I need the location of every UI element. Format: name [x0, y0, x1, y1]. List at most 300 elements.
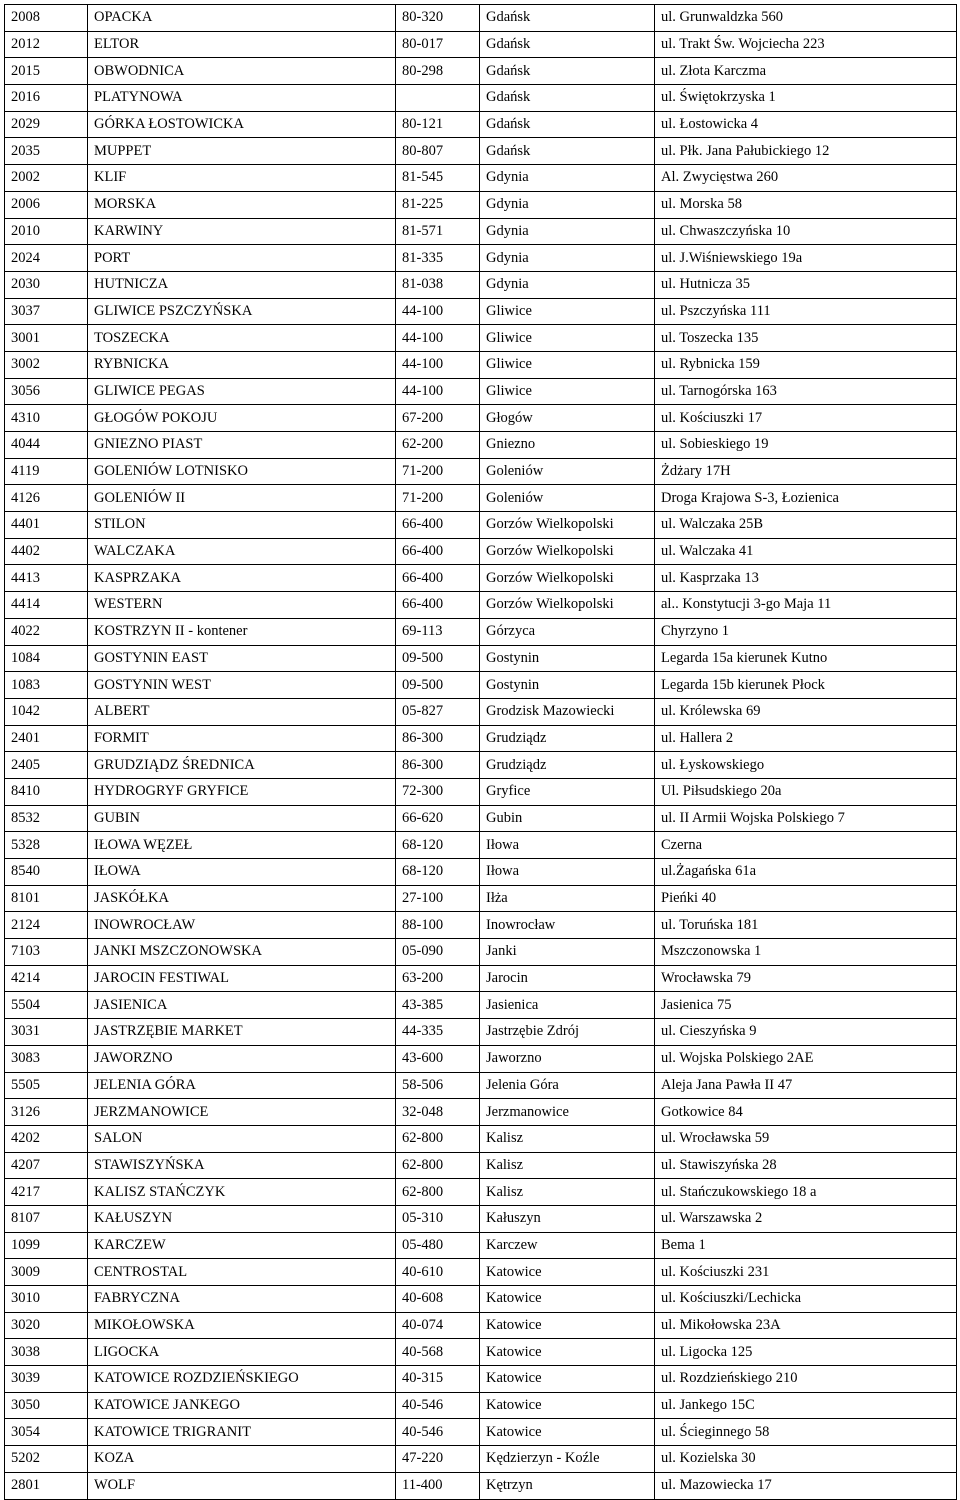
postal-code-cell: 43-600 [396, 1045, 480, 1072]
postal-code-cell: 58-506 [396, 1072, 480, 1099]
station-name-cell: KOSTRZYN II - kontener [88, 618, 396, 645]
postal-code-cell: 44-100 [396, 325, 480, 352]
address-cell: ul. Walczaka 25B [655, 512, 957, 539]
table-row [5, 1286, 957, 1313]
address-cell: Droga Krajowa S-3, Łozienica [655, 485, 957, 512]
table-row [5, 1045, 957, 1072]
postal-code-cell: 62-800 [396, 1179, 480, 1206]
station-name-cell: MUPPET [88, 138, 396, 165]
city-cell: Kętrzyn [480, 1472, 655, 1499]
table-row [5, 138, 957, 165]
city-cell: Gliwice [480, 298, 655, 325]
city-cell: Gdańsk [480, 85, 655, 112]
station-code-cell: 4217 [5, 1179, 88, 1206]
station-name-cell: MORSKA [88, 191, 396, 218]
postal-code-cell: 47-220 [396, 1446, 480, 1473]
station-code-cell: 2024 [5, 245, 88, 272]
address-cell: ul. Kasprzaka 13 [655, 565, 957, 592]
station-code-cell: 2401 [5, 725, 88, 752]
city-cell: Gdańsk [480, 5, 655, 32]
city-cell: Janki [480, 939, 655, 966]
city-cell: Gryfice [480, 778, 655, 805]
address-cell: ul. Cieszyńska 9 [655, 1019, 957, 1046]
address-cell: ul. Królewska 69 [655, 698, 957, 725]
address-cell: ul. Rybnicka 159 [655, 351, 957, 378]
table-row [5, 298, 957, 325]
postal-code-cell: 40-568 [396, 1339, 480, 1366]
city-cell: Kędzierzyn - Koźle [480, 1446, 655, 1473]
postal-code-cell: 09-500 [396, 672, 480, 699]
address-cell: Mszczonowska 1 [655, 939, 957, 966]
table-row [5, 592, 957, 619]
table-row [5, 245, 957, 272]
station-name-cell: PLATYNOWA [88, 85, 396, 112]
station-name-cell: JASTRZĘBIE MARKET [88, 1019, 396, 1046]
postal-code-cell: 66-400 [396, 512, 480, 539]
city-cell: Głogów [480, 405, 655, 432]
postal-code-cell: 71-200 [396, 458, 480, 485]
address-cell: ul. Ścieginnego 58 [655, 1419, 957, 1446]
city-cell: Grudziądz [480, 725, 655, 752]
city-cell: Gdynia [480, 191, 655, 218]
station-name-cell: FABRYCZNA [88, 1286, 396, 1313]
table-row [5, 1419, 957, 1446]
station-code-cell: 3002 [5, 351, 88, 378]
city-cell: Gubin [480, 805, 655, 832]
station-name-cell: FORMIT [88, 725, 396, 752]
station-name-cell: KARCZEW [88, 1232, 396, 1259]
table-row [5, 1019, 957, 1046]
postal-code-cell: 80-807 [396, 138, 480, 165]
address-cell: ul. Tarnogórska 163 [655, 378, 957, 405]
station-name-cell: PORT [88, 245, 396, 272]
station-code-cell: 3009 [5, 1259, 88, 1286]
station-code-cell: 2124 [5, 912, 88, 939]
table-row [5, 725, 957, 752]
table-row [5, 698, 957, 725]
station-code-cell: 2035 [5, 138, 88, 165]
table-row [5, 1099, 957, 1126]
station-name-cell: JASKÓŁKA [88, 885, 396, 912]
postal-code-cell: 44-335 [396, 1019, 480, 1046]
table-row [5, 1339, 957, 1366]
station-code-cell: 2010 [5, 218, 88, 245]
station-name-cell: KATOWICE ROZDZIEŃSKIEGO [88, 1366, 396, 1393]
address-cell: ul. Łostowicka 4 [655, 111, 957, 138]
address-cell: Ul. Piłsudskiego 20a [655, 778, 957, 805]
postal-code-cell: 32-048 [396, 1099, 480, 1126]
station-code-cell: 3010 [5, 1286, 88, 1313]
station-name-cell: HUTNICZA [88, 271, 396, 298]
city-cell: Jerzmanowice [480, 1099, 655, 1126]
table-row [5, 1259, 957, 1286]
city-cell: Katowice [480, 1392, 655, 1419]
station-code-cell: 3031 [5, 1019, 88, 1046]
station-code-cell: 3037 [5, 298, 88, 325]
station-name-cell: JAROCIN FESTIWAL [88, 965, 396, 992]
city-cell: Katowice [480, 1366, 655, 1393]
postal-code-cell: 71-200 [396, 485, 480, 512]
station-name-cell: GÓRKA ŁOSTOWICKA [88, 111, 396, 138]
city-cell: Gdynia [480, 271, 655, 298]
station-code-cell: 4402 [5, 538, 88, 565]
city-cell: Gostynin [480, 672, 655, 699]
station-name-cell: CENTROSTAL [88, 1259, 396, 1286]
postal-code-cell: 66-400 [396, 592, 480, 619]
station-code-cell: 3083 [5, 1045, 88, 1072]
postal-code-cell: 81-335 [396, 245, 480, 272]
city-cell: Gdynia [480, 218, 655, 245]
address-cell: al.. Konstytucji 3-go Maja 11 [655, 592, 957, 619]
station-code-cell: 3039 [5, 1366, 88, 1393]
station-name-cell: WOLF [88, 1472, 396, 1499]
city-cell: Iłowa [480, 832, 655, 859]
table-row [5, 618, 957, 645]
address-cell: ul. II Armii Wojska Polskiego 7 [655, 805, 957, 832]
table-row [5, 485, 957, 512]
postal-code-cell: 69-113 [396, 618, 480, 645]
address-cell: ul.Żagańska 61a [655, 859, 957, 886]
city-cell: Gorzów Wielkopolski [480, 592, 655, 619]
table-row [5, 832, 957, 859]
station-name-cell: STAWISZYŃSKA [88, 1152, 396, 1179]
address-cell: ul. Wojska Polskiego 2AE [655, 1045, 957, 1072]
table-row [5, 912, 957, 939]
station-name-cell: GNIEZNO PIAST [88, 432, 396, 459]
postal-code-cell: 40-074 [396, 1312, 480, 1339]
postal-code-cell: 86-300 [396, 752, 480, 779]
table-row [5, 31, 957, 58]
address-cell: ul. Grunwaldzka 560 [655, 5, 957, 32]
address-cell: Chyrzyno 1 [655, 618, 957, 645]
address-cell: ul. Toruńska 181 [655, 912, 957, 939]
city-cell: Katowice [480, 1339, 655, 1366]
station-code-cell: 4207 [5, 1152, 88, 1179]
table-row [5, 805, 957, 832]
station-name-cell: KARWINY [88, 218, 396, 245]
station-name-cell: KAŁUSZYN [88, 1205, 396, 1232]
station-code-cell: 2016 [5, 85, 88, 112]
table-row [5, 85, 957, 112]
station-name-cell: TOSZECKA [88, 325, 396, 352]
table-row [5, 538, 957, 565]
table-row [5, 965, 957, 992]
station-name-cell: IŁOWA [88, 859, 396, 886]
station-code-cell: 4202 [5, 1125, 88, 1152]
address-cell: ul. Morska 58 [655, 191, 957, 218]
table-row [5, 1312, 957, 1339]
postal-code-cell: 27-100 [396, 885, 480, 912]
table-row [5, 111, 957, 138]
postal-code-cell: 81-545 [396, 165, 480, 192]
station-name-cell: JERZMANOWICE [88, 1099, 396, 1126]
table-row [5, 672, 957, 699]
table-row [5, 1125, 957, 1152]
postal-code-cell: 44-100 [396, 298, 480, 325]
city-cell: Gostynin [480, 645, 655, 672]
city-cell: Grodzisk Mazowiecki [480, 698, 655, 725]
station-code-cell: 2029 [5, 111, 88, 138]
station-name-cell: WESTERN [88, 592, 396, 619]
table-row [5, 5, 957, 32]
station-code-cell: 3054 [5, 1419, 88, 1446]
station-code-cell: 4413 [5, 565, 88, 592]
station-code-cell: 3050 [5, 1392, 88, 1419]
station-name-cell: WALCZAKA [88, 538, 396, 565]
table-row [5, 778, 957, 805]
address-cell: ul. Kościuszki 17 [655, 405, 957, 432]
address-cell: ul. Walczaka 41 [655, 538, 957, 565]
postal-code-cell: 88-100 [396, 912, 480, 939]
postal-code-cell: 81-571 [396, 218, 480, 245]
postal-code-cell: 80-298 [396, 58, 480, 85]
postal-code-cell: 80-320 [396, 5, 480, 32]
address-cell: ul. Mikołowska 23A [655, 1312, 957, 1339]
city-cell: Gdańsk [480, 111, 655, 138]
city-cell: Jastrzębie Zdrój [480, 1019, 655, 1046]
table-row [5, 191, 957, 218]
city-cell: Kałuszyn [480, 1205, 655, 1232]
city-cell: Gliwice [480, 351, 655, 378]
address-cell: ul. Świętokrzyska 1 [655, 85, 957, 112]
station-name-cell: HYDROGRYF GRYFICE [88, 778, 396, 805]
station-name-cell: KATOWICE JANKEGO [88, 1392, 396, 1419]
table-row [5, 1152, 957, 1179]
postal-code-cell: 68-120 [396, 859, 480, 886]
address-cell: Bema 1 [655, 1232, 957, 1259]
table-row [5, 378, 957, 405]
postal-code-cell: 44-100 [396, 351, 480, 378]
address-cell: ul. Stańczukowskiego 18 a [655, 1179, 957, 1206]
postal-code-cell: 63-200 [396, 965, 480, 992]
address-cell: Legarda 15b kierunek Płock [655, 672, 957, 699]
postal-code-cell: 66-620 [396, 805, 480, 832]
postal-code-cell [396, 85, 480, 112]
postal-code-cell: 66-400 [396, 538, 480, 565]
address-cell: ul. Pszczyńska 111 [655, 298, 957, 325]
postal-code-cell: 72-300 [396, 778, 480, 805]
station-code-cell: 4414 [5, 592, 88, 619]
table-row [5, 1179, 957, 1206]
address-cell: Żdżary 17H [655, 458, 957, 485]
table-row [5, 939, 957, 966]
station-name-cell: KALISZ STAŃCZYK [88, 1179, 396, 1206]
station-code-cell: 4401 [5, 512, 88, 539]
station-code-cell: 2008 [5, 5, 88, 32]
station-code-cell: 4126 [5, 485, 88, 512]
city-cell: Gorzów Wielkopolski [480, 538, 655, 565]
address-cell: Jasienica 75 [655, 992, 957, 1019]
station-name-cell: GOSTYNIN WEST [88, 672, 396, 699]
station-name-cell: MIKOŁOWSKA [88, 1312, 396, 1339]
postal-code-cell: 40-546 [396, 1392, 480, 1419]
station-name-cell: GLIWICE PSZCZYŃSKA [88, 298, 396, 325]
city-cell: Gorzów Wielkopolski [480, 565, 655, 592]
station-code-cell: 8107 [5, 1205, 88, 1232]
table-row [5, 58, 957, 85]
address-cell: ul. Kościuszki/Lechicka [655, 1286, 957, 1313]
address-cell: ul. Stawiszyńska 28 [655, 1152, 957, 1179]
postal-code-cell: 80-121 [396, 111, 480, 138]
address-cell: Czerna [655, 832, 957, 859]
city-cell: Inowrocław [480, 912, 655, 939]
station-code-cell: 3056 [5, 378, 88, 405]
table-row [5, 645, 957, 672]
table-row [5, 218, 957, 245]
table-row [5, 325, 957, 352]
station-name-cell: GRUDZIĄDZ ŚREDNICA [88, 752, 396, 779]
postal-code-cell: 62-800 [396, 1152, 480, 1179]
table-row [5, 1392, 957, 1419]
table-row [5, 1205, 957, 1232]
address-cell: ul. Mazowiecka 17 [655, 1472, 957, 1499]
station-name-cell: KLIF [88, 165, 396, 192]
station-name-cell: GŁOGÓW POKOJU [88, 405, 396, 432]
postal-code-cell: 62-200 [396, 432, 480, 459]
station-code-cell: 2015 [5, 58, 88, 85]
stations-table [4, 4, 957, 1500]
station-code-cell: 2006 [5, 191, 88, 218]
table-row [5, 1366, 957, 1393]
station-name-cell: KASPRZAKA [88, 565, 396, 592]
address-cell: ul. Kozielska 30 [655, 1446, 957, 1473]
city-cell: Katowice [480, 1286, 655, 1313]
city-cell: Karczew [480, 1232, 655, 1259]
address-cell: ul. Hutnicza 35 [655, 271, 957, 298]
station-name-cell: JELENIA GÓRA [88, 1072, 396, 1099]
postal-code-cell: 40-315 [396, 1366, 480, 1393]
station-name-cell: GOSTYNIN EAST [88, 645, 396, 672]
table-row [5, 405, 957, 432]
address-cell: ul. Wrocławska 59 [655, 1125, 957, 1152]
station-code-cell: 2801 [5, 1472, 88, 1499]
postal-code-cell: 62-800 [396, 1125, 480, 1152]
address-cell: ul. Płk. Jana Pałubickiego 12 [655, 138, 957, 165]
station-code-cell: 8410 [5, 778, 88, 805]
city-cell: Górzyca [480, 618, 655, 645]
postal-code-cell: 44-100 [396, 378, 480, 405]
city-cell: Iłża [480, 885, 655, 912]
station-name-cell: RYBNICKA [88, 351, 396, 378]
station-code-cell: 5202 [5, 1446, 88, 1473]
city-cell: Gdańsk [480, 31, 655, 58]
address-cell: Gotkowice 84 [655, 1099, 957, 1126]
table-row [5, 859, 957, 886]
station-code-cell: 4310 [5, 405, 88, 432]
station-code-cell: 4022 [5, 618, 88, 645]
station-code-cell: 1084 [5, 645, 88, 672]
city-cell: Goleniów [480, 485, 655, 512]
address-cell: ul. Trakt Św. Wojciecha 223 [655, 31, 957, 58]
station-name-cell: GOLENIÓW LOTNISKO [88, 458, 396, 485]
city-cell: Kalisz [480, 1179, 655, 1206]
city-cell: Grudziądz [480, 752, 655, 779]
station-name-cell: ALBERT [88, 698, 396, 725]
station-code-cell: 8101 [5, 885, 88, 912]
station-code-cell: 3020 [5, 1312, 88, 1339]
station-name-cell: GOLENIÓW II [88, 485, 396, 512]
address-cell: ul. Złota Karczma [655, 58, 957, 85]
postal-code-cell: 80-017 [396, 31, 480, 58]
address-cell: ul. Warszawska 2 [655, 1205, 957, 1232]
station-code-cell: 8532 [5, 805, 88, 832]
station-code-cell: 4214 [5, 965, 88, 992]
station-name-cell: KOZA [88, 1446, 396, 1473]
station-code-cell: 7103 [5, 939, 88, 966]
postal-code-cell: 05-480 [396, 1232, 480, 1259]
station-code-cell: 2012 [5, 31, 88, 58]
postal-code-cell: 66-400 [396, 565, 480, 592]
stations-table-body [5, 5, 957, 1500]
station-code-cell: 5328 [5, 832, 88, 859]
station-name-cell: KATOWICE TRIGRANIT [88, 1419, 396, 1446]
table-row [5, 752, 957, 779]
station-code-cell: 1099 [5, 1232, 88, 1259]
station-code-cell: 2002 [5, 165, 88, 192]
station-code-cell: 5505 [5, 1072, 88, 1099]
station-name-cell: OPACKA [88, 5, 396, 32]
station-code-cell: 3001 [5, 325, 88, 352]
address-cell: ul. Ligocka 125 [655, 1339, 957, 1366]
postal-code-cell: 05-090 [396, 939, 480, 966]
table-row [5, 565, 957, 592]
city-cell: Katowice [480, 1312, 655, 1339]
station-name-cell: IŁOWA WĘZEŁ [88, 832, 396, 859]
station-name-cell: INOWROCŁAW [88, 912, 396, 939]
city-cell: Jelenia Góra [480, 1072, 655, 1099]
station-name-cell: ELTOR [88, 31, 396, 58]
postal-code-cell: 09-500 [396, 645, 480, 672]
station-code-cell: 4119 [5, 458, 88, 485]
table-row [5, 432, 957, 459]
city-cell: Katowice [480, 1419, 655, 1446]
postal-code-cell: 40-546 [396, 1419, 480, 1446]
city-cell: Gdańsk [480, 138, 655, 165]
station-name-cell: GLIWICE PEGAS [88, 378, 396, 405]
station-code-cell: 3126 [5, 1099, 88, 1126]
station-name-cell: STILON [88, 512, 396, 539]
table-row [5, 165, 957, 192]
table-row [5, 885, 957, 912]
city-cell: Kalisz [480, 1152, 655, 1179]
table-row [5, 1472, 957, 1499]
postal-code-cell: 43-385 [396, 992, 480, 1019]
station-code-cell: 1083 [5, 672, 88, 699]
station-code-cell: 2405 [5, 752, 88, 779]
address-cell: ul. Rozdzieńskiego 210 [655, 1366, 957, 1393]
station-code-cell: 8540 [5, 859, 88, 886]
station-name-cell: OBWODNICA [88, 58, 396, 85]
city-cell: Gorzów Wielkopolski [480, 512, 655, 539]
postal-code-cell: 81-038 [396, 271, 480, 298]
city-cell: Katowice [480, 1259, 655, 1286]
postal-code-cell: 40-608 [396, 1286, 480, 1313]
station-name-cell: GUBIN [88, 805, 396, 832]
table-row [5, 992, 957, 1019]
station-code-cell: 4044 [5, 432, 88, 459]
station-name-cell: JANKI MSZCZONOWSKA [88, 939, 396, 966]
address-cell: ul. J.Wiśniewskiego 19a [655, 245, 957, 272]
table-row [5, 1072, 957, 1099]
station-code-cell: 3038 [5, 1339, 88, 1366]
address-cell: ul. Sobieskiego 19 [655, 432, 957, 459]
address-cell: ul. Jankego 15C [655, 1392, 957, 1419]
address-cell: ul. Kościuszki 231 [655, 1259, 957, 1286]
table-row [5, 458, 957, 485]
address-cell: Aleja Jana Pawła II 47 [655, 1072, 957, 1099]
city-cell: Goleniów [480, 458, 655, 485]
postal-code-cell: 81-225 [396, 191, 480, 218]
